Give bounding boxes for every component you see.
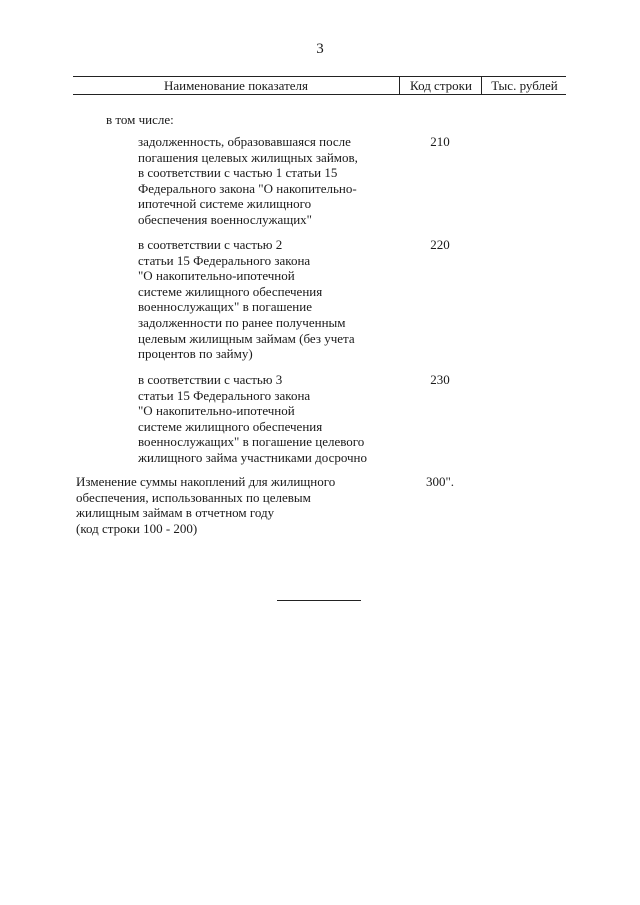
total-row-text: Изменение суммы накоплений для жилищного обеспечения, использованных по целевым жилищным займам в отчетном году (код строки 100 - 200) xyxy=(76,474,336,536)
intro-label: в том числе: xyxy=(106,112,174,127)
header-code-column: Код строки xyxy=(399,77,482,94)
table-header xyxy=(73,76,566,95)
header-name-column: Наименование показателя xyxy=(163,78,309,93)
row-230-text: в соответствии с частью 3 статьи 15 Федерального закона "О накопительно-ипотечной системе жилищного обеспечения военнослужащих" в погашение целевого жилищного займа участниками досрочно xyxy=(138,372,367,465)
total-row-code: 300". xyxy=(425,474,455,489)
row-220-code: 220 xyxy=(430,237,450,252)
row-220-text: в соответствии с частью 2 статьи 15 Федерального закона "О накопительно-ипотечной системе жилищного обеспечения военнослужащих" в погашение задолженности по ранее полученным целевым жилищным займам (без учета процентов по займу) xyxy=(138,237,355,362)
row-230-code: 230 xyxy=(430,372,450,387)
row-210-text: задолженность, образовавшаяся после погашения целевых жилищных займов, в соответствии с частью 1 статьи 15 Федерального закона "О накопительно- ипотечной системе жилищного обеспечения военнослужащих" xyxy=(138,134,358,227)
page-number: 3 xyxy=(316,41,324,57)
header-thousand-rubles-column: Тыс. рублей xyxy=(481,77,567,94)
end-rule xyxy=(277,600,361,601)
row-210-code: 210 xyxy=(430,134,450,149)
